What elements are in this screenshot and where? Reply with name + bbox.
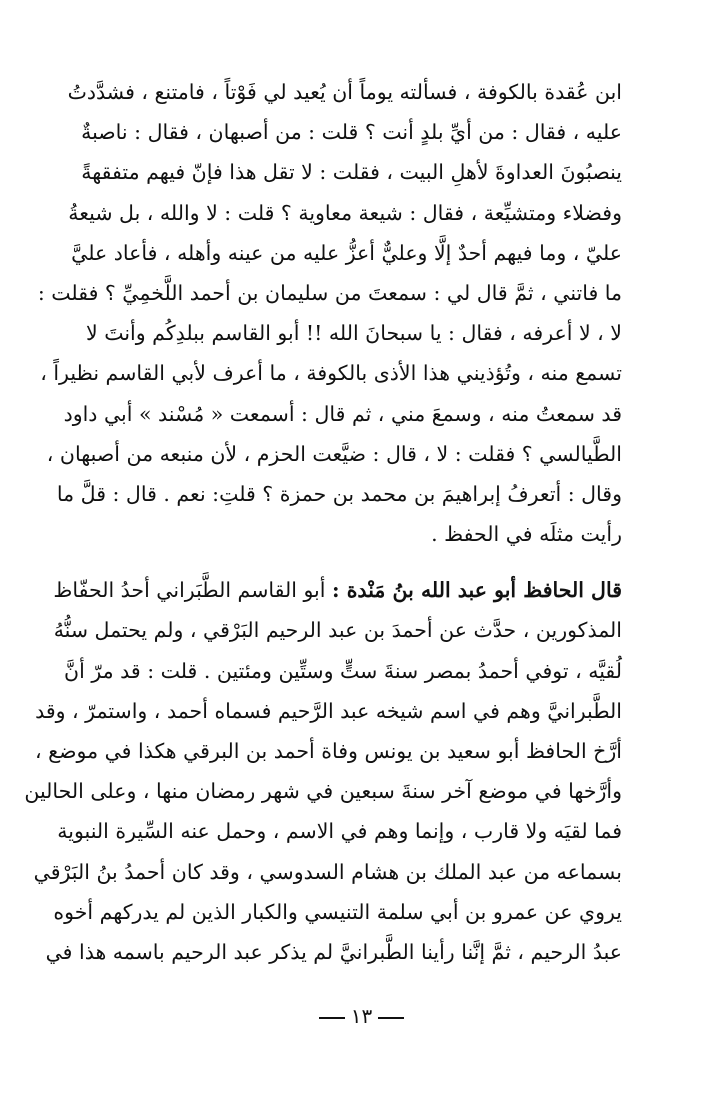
text-line: عبدُ الرحيم ، ثمَّ إنَّنا رأينا الطَّبرانيَّ لم يذكر عبد الرحيم باسمه هذا في	[45, 939, 622, 964]
paragraph-2	[24, 570, 622, 972]
text-line: ما فاتني ، ثمَّ قال لي : سمعتَ من سليمان بن أحمد اللَّخمِيِّ ؟ فقلت :	[37, 280, 622, 305]
text-line: عليّ ، وما فيهم أحدٌ إلَّا وعليٌّ أعزُّ عليه من عينه وأهله ، فأعاد عليَّ	[71, 240, 622, 265]
text-line: الطَّيالسي ؟ فقلت : لا ، قال : ضيَّعت الحزم ، لأن منبعه من أصبهان ،	[46, 441, 622, 466]
page-number: ١٣	[350, 1004, 373, 1028]
text-line	[53, 570, 622, 610]
bold-lead: قال الحافظ أبو عبد الله بنُ مَنْدة :	[331, 578, 622, 603]
paragraph-1	[37, 72, 622, 554]
text-line: الطَّبرانيَّ وهم في اسم شيخه عبد الرَّحيم فسماه أحمد ، واستمرّ ، وقد	[35, 698, 622, 723]
paragraph-gap	[92, 554, 622, 570]
page-footer	[0, 1004, 723, 1028]
text-line: قد سمعتُ منه ، وسمعَ مني ، ثم قال : أسمعت « مُسْند » أبي داود	[63, 401, 622, 426]
text-line: أرَّخ الحافظ أبو سعيد بن يونس وفاة أحمد بن البرقي هكذا في موضع ،	[35, 739, 622, 763]
text-line: رأيت مثلَه في الحفظ .	[431, 522, 622, 547]
footer-dash	[378, 1017, 404, 1019]
text-line: تسمع منه ، وتُؤذيني هذا الأذى بالكوفة ، ما أعرف لأبي القاسم نظيراً ،	[40, 361, 622, 386]
text-line: وأرَّخها في موضع آخر سنةَ سبعين في شهر رمضان منها ، وعلى الحالين	[24, 779, 622, 804]
text-line: لُقيَّه ، توفي أحمدُ بمصر سنةَ ستٍّ وستِّين ومئتين . قلت : قد مرّ أنَّ	[64, 658, 622, 683]
text-line: عليه ، فقال : من أيِّ بلدٍ أنت ؟ قلت : من أصبهان ، فقال : ناصبةٌ	[81, 120, 622, 145]
text-line: فما لقيَه ولا قارب ، وإنما وهم في الاسم ، وحمل عنه السِّيرة النبوية	[57, 819, 622, 844]
footer-dash	[319, 1017, 345, 1019]
text-line: لا ، لا أعرفه ، فقال : يا سبحانَ الله !! أبو القاسم ببلدِكُم وأنتَ لا	[86, 321, 622, 346]
text-line: وقال : أتعرفُ إبراهيمَ بن محمد بن حمزة ؟ قلتِ: نعم . قال : قلَّ ما	[56, 481, 622, 506]
text-line: ينصبُونَ العداوةَ لأهلِ البيت ، فقلت : لا تقل هذا فإنّ فيهم متفقهةً	[81, 160, 622, 185]
text-line: ابن عُقدة بالكوفة ، فسألته يوماً أن يُعيد لي فَوْتاً ، فامتنع ، فشدَّدتُ	[67, 80, 622, 104]
text-line: المذكورين ، حدَّث عن أحمدَ بن عبد الرحيم البَرْقي ، ولم يحتمل سنُّهُ	[53, 618, 622, 643]
first-line-rest: أبو القاسم الطَّبَراني أحدُ الحفّاظ	[53, 578, 326, 603]
text-line: وفضلاء ومتشيِّعة ، فقال : شيعة معاوية ؟ قلت : لا والله ، بل شيعةُ	[68, 200, 622, 225]
text-line: يروي عن عمرو بن أبي سلمة التنيسي والكبار الذين لم يدركهم أخوه	[53, 899, 622, 924]
text-line: بسماعه من عبد الملك بن هشام السدوسي ، وقد كان أحمدُ بنُ البَرْقي	[33, 859, 622, 884]
page-body	[24, 72, 622, 972]
